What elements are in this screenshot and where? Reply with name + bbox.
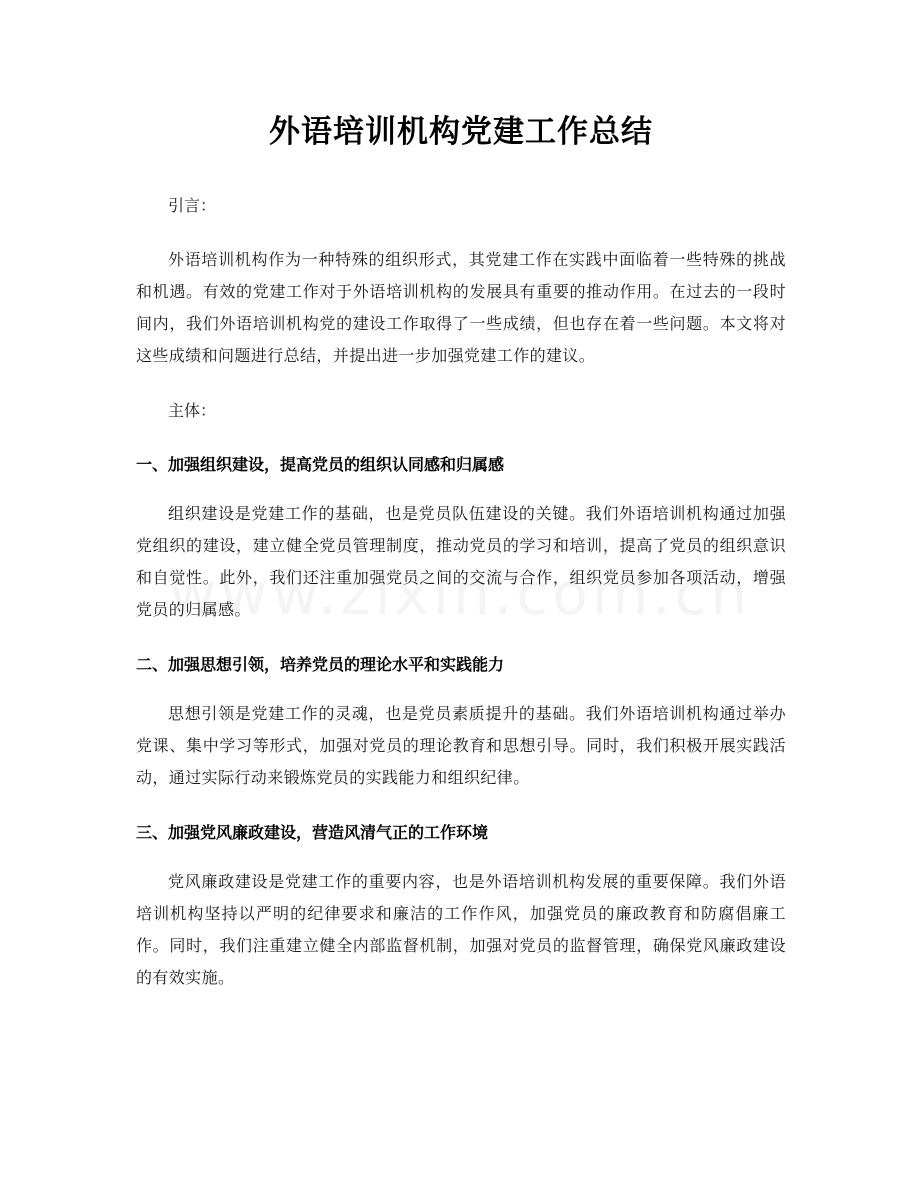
section-3-paragraph: 党风廉政建设是党建工作的重要内容，也是外语培训机构发展的重要保障。我们外语培训机构坚持以严明的纪律要求和廉洁的工作作风，加强党员的廉政教育和防腐倡廉工作。同时，我们注重建立健全内部监督机制，加强对党员的监督管理，确保党风廉政建设的有效实施。: [136, 872, 786, 987]
section-1-paragraph: 组织建设是党建工作的基础，也是党员队伍建设的关键。我们外语培训机构通过加强党组织的建设，建立健全党员管理制度，推动党员的学习和培训，提高了党员的组织意识和自觉性。此外，我们还注重加强党员之间的交流与合作，组织党员参加各项活动，增强党员的归属感。: [136, 504, 786, 619]
body-label: 主体：: [168, 401, 217, 420]
section-3-heading: 三、加强党风廉政建设，营造风清气正的工作环境: [136, 823, 489, 842]
section-2-paragraph: 思想引领是党建工作的灵魂，也是党员素质提升的基础。我们外语培训机构通过举办党课、集中学习等形式，加强对党员的理论教育和思想引导。同时，我们积极开展实践活动，通过实际行动来锻炼党员的实践能力和组织纪律。: [136, 704, 786, 787]
intro-paragraph: 外语培训机构作为一种特殊的组织形式，其党建工作在实践中面临着一些特殊的挑战和机遇。有效的党建工作对于外语培训机构的发展具有重要的推动作用。在过去的一段时间内，我们外语培训机构党的建设工作取得了一些成绩，但也存在着一些问题。本文将对这些成绩和问题进行总结，并提出进一步加强党建工作的建议。: [136, 250, 786, 365]
section-1-heading: 一、加强组织建设，提高党员的组织认同感和归属感: [136, 455, 505, 474]
intro-label: 引言：: [168, 196, 217, 215]
document-content: [136, 108, 786, 1017]
document-title: 外语培训机构党建工作总结: [269, 114, 653, 150]
section-2-heading: 二、加强思想引领，培养党员的理论水平和实践能力: [136, 655, 505, 674]
